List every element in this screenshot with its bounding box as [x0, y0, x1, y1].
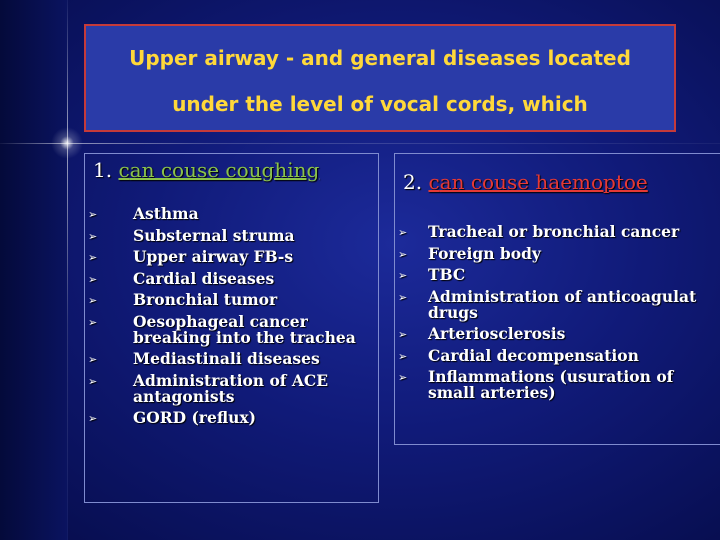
list-item-text: Tracheal or bronchial cancer — [428, 222, 680, 241]
heading-text: an couse haemoptoe — [439, 170, 648, 194]
arrow-bullet-icon: ➢ — [398, 328, 408, 341]
arrow-bullet-icon: ➢ — [88, 229, 98, 243]
heading-text: an couse coughing — [129, 158, 320, 182]
list-item-text: Asthma — [133, 204, 199, 223]
list-item — [85, 410, 377, 426]
list-item — [85, 268, 377, 288]
list-item-text: TBC — [428, 265, 466, 284]
list-item-text: Cardial diseases — [133, 268, 275, 288]
title-line-1: Upper airway - and general diseases located — [129, 46, 631, 70]
list-item-text: Substernal struma — [133, 225, 295, 245]
list-item — [395, 243, 720, 263]
arrow-bullet-icon: ➢ — [88, 294, 98, 307]
haemoptoe-column — [394, 153, 720, 445]
decor-vertical-line — [67, 0, 68, 540]
list-item-text: Foreign body — [428, 243, 541, 263]
heading-prefix: c — [118, 158, 130, 182]
heading-prefix: c — [428, 170, 440, 194]
coughing-heading — [93, 158, 319, 182]
list-item-text: Administration of ACE antagonists — [133, 370, 329, 406]
haemoptoe-list — [395, 224, 720, 407]
list-item-text: Bronchial tumor — [133, 290, 278, 309]
left-decor-band — [0, 0, 68, 540]
arrow-bullet-icon: ➢ — [88, 353, 98, 366]
arrow-bullet-icon: ➢ — [88, 272, 98, 286]
arrow-bullet-icon: ➢ — [398, 371, 408, 384]
arrow-bullet-icon: ➢ — [88, 374, 98, 388]
sparkle-decor-icon — [51, 127, 83, 159]
arrow-bullet-icon: ➢ — [398, 290, 408, 304]
slide-title-box — [84, 24, 676, 132]
list-item — [85, 249, 377, 265]
coughing-list — [85, 206, 377, 432]
heading-number: 1. — [93, 158, 113, 182]
arrow-bullet-icon: ➢ — [398, 247, 408, 261]
arrow-bullet-icon: ➢ — [88, 208, 98, 221]
coughing-column — [84, 153, 379, 503]
list-item — [85, 311, 377, 347]
list-item-text: Mediastinali diseases — [133, 349, 320, 368]
arrow-bullet-icon: ➢ — [88, 251, 98, 264]
arrow-bullet-icon: ➢ — [88, 315, 98, 329]
list-item — [395, 267, 720, 283]
arrow-bullet-icon: ➢ — [88, 412, 98, 425]
list-item — [85, 351, 377, 367]
title-line-2: under the level of vocal cords, which — [172, 92, 588, 116]
list-item-text: Oesophageal cancer breaking into the trachea — [133, 311, 356, 347]
list-item — [85, 206, 377, 222]
list-item-text: Cardial decompensation — [428, 345, 639, 365]
list-item — [395, 224, 720, 240]
list-item — [395, 286, 720, 322]
list-item — [85, 225, 377, 245]
list-item — [395, 369, 720, 401]
decor-horizontal-line — [0, 143, 720, 144]
haemoptoe-heading — [403, 170, 648, 194]
list-item-text: Upper airway FB-s — [133, 247, 294, 266]
list-item-text: Arteriosclerosis — [428, 324, 566, 343]
list-item — [85, 370, 377, 406]
arrow-bullet-icon: ➢ — [398, 349, 408, 363]
arrow-bullet-icon: ➢ — [398, 226, 408, 239]
list-item — [395, 326, 720, 342]
list-item-text: Administration of anticoagulat drugs — [428, 286, 697, 322]
list-item — [85, 292, 377, 308]
list-item-text: Inflammations (usuration of small arteries) — [428, 367, 674, 402]
list-item — [395, 345, 720, 365]
heading-number: 2. — [403, 170, 423, 194]
list-item-text: GORD (reflux) — [133, 408, 256, 427]
arrow-bullet-icon: ➢ — [398, 269, 408, 282]
